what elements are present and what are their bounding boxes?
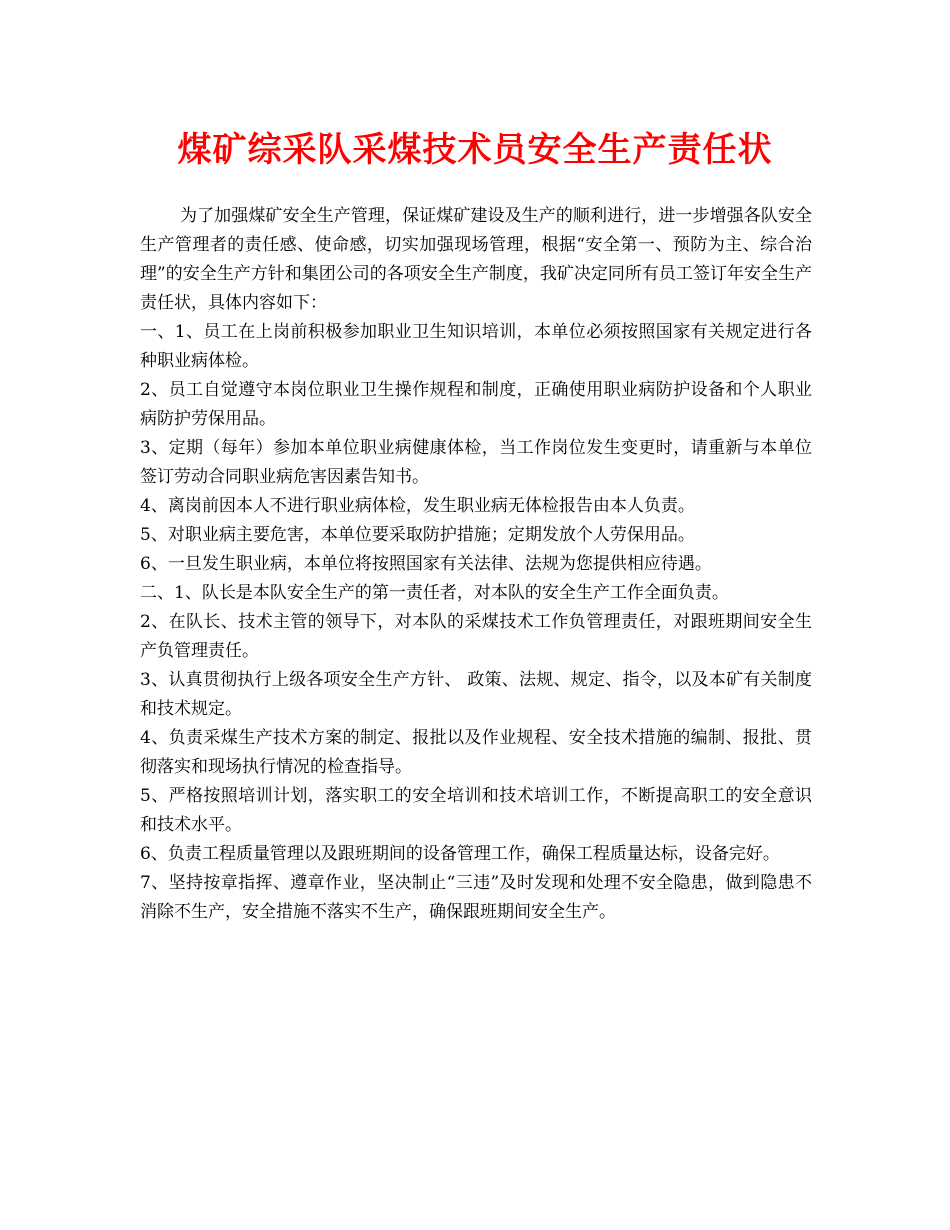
clause-paragraph: 2、在队长、技术主管的领导下，对本队的采煤技术工作负管理责任，对跟班期间安全生产负管理责任。 <box>140 612 812 661</box>
clause-paragraph: 一、1、员工在上岗前积极参加职业卫生知识培训，本单位必须按照国家有关规定进行各种职业病体检。 <box>140 322 812 371</box>
intro-paragraph: 为了加强煤矿安全生产管理，保证煤矿建设及生产的顺利进行，进一步增强各队安全生产管理者的责任感、使命感，切实加强现场管理，根据“安全第一、预防为主、综合治理”的安全生产方针和集团公司的各项安全生产制度，我矿决定同所有员工签订年安全生产责任状，具体内容如下： <box>140 206 812 313</box>
clause-paragraph: 4、离岗前因本人不进行职业病体检，发生职业病无体检报告由本人负责。 <box>140 496 695 516</box>
clause-paragraph: 5、严格按照培训计划，落实职工的安全培训和技术培训工作，不断提高职工的安全意识和技术水平。 <box>140 786 812 835</box>
clause-paragraph: 6、一旦发生职业病，本单位将按照国家有关法律、法规为您提供相应待遇。 <box>140 554 712 574</box>
document-body <box>140 202 812 927</box>
clause-paragraph: 3、认真贯彻执行上级各项安全生产方针、 政策、法规、规定、指令，以及本矿有关制度和技术规定。 <box>140 670 812 719</box>
clause-paragraph: 7、坚持按章指挥、遵章作业，坚决制止“三违”及时发现和处理不安全隐患，做到隐患不消除不生产，安全措施不落实不生产，确保跟班期间安全生产。 <box>140 873 812 922</box>
clause-paragraph: 2、员工自觉遵守本岗位职业卫生操作规程和制度，正确使用职业病防护设备和个人职业病防护劳保用品。 <box>140 380 812 429</box>
clause-paragraph: 5、对职业病主要危害，本单位要采取防护措施；定期发放个人劳保用品。 <box>140 525 695 545</box>
clause-paragraph: 4、负责采煤生产技术方案的制定、报批以及作业规程、安全技术措施的编制、报批、贯彻落实和现场执行情况的检查指导。 <box>140 728 812 777</box>
document-title: 煤矿综采队采煤技术员安全生产责任状 <box>177 130 773 170</box>
clause-paragraph: 二、1、队长是本队安全生产的第一责任者，对本队的安全生产工作全面负责。 <box>140 583 729 603</box>
clause-paragraph: 6、负责工程质量管理以及跟班期间的设备管理工作，确保工程质量达标，设备完好。 <box>140 844 780 864</box>
clause-paragraph: 3、定期（每年）参加本单位职业病健康体检，当工作岗位发生变更时，请重新与本单位签订劳动合同职业病危害因素告知书。 <box>140 438 812 487</box>
